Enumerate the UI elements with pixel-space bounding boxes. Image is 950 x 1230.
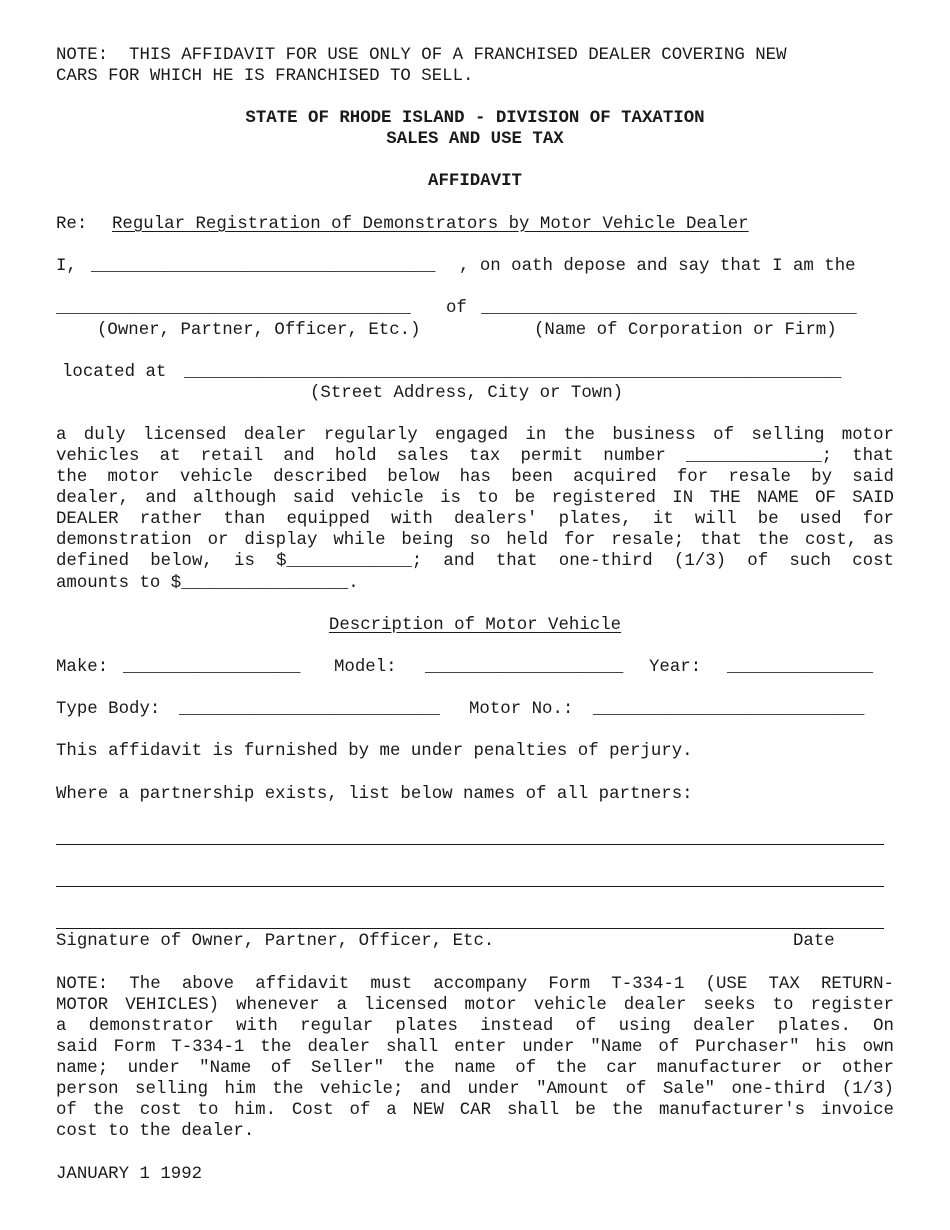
model-field[interactable]: ___________________: [425, 658, 624, 677]
partner-line-2[interactable]: [56, 886, 884, 887]
date-label: Date: [793, 932, 835, 951]
of-label: of: [446, 299, 467, 318]
name-field[interactable]: _________________________________: [91, 257, 436, 276]
year-field[interactable]: ______________: [727, 658, 874, 677]
address-caption: (Street Address, City or Town): [310, 384, 624, 403]
bottom-note-line-6: person selling him the vehicle; and under "Amount of Sale" one-third (1/3): [56, 1080, 894, 1099]
body-line-2: vehicles at retail and hold sales tax permit number _____________; that: [56, 447, 894, 466]
oath-suffix: , on oath depose and say that I am the: [459, 257, 856, 276]
top-note-line-2: CARS FOR WHICH HE IS FRANCHISED TO SELL.: [56, 67, 474, 86]
firm-caption: (Name of Corporation or Firm): [534, 321, 837, 340]
vehicle-heading: Description of Motor Vehicle: [328, 616, 622, 635]
body-line-8: amounts to $________________.: [56, 574, 359, 593]
bottom-note-line-7: of the cost to him. Cost of a NEW CAR shall be the manufacturer's invoice: [56, 1101, 894, 1120]
bottom-note-line-4: said Form T-334-1 the dealer shall enter under "Name of Purchaser" his own: [56, 1038, 894, 1057]
year-label: Year:: [649, 658, 702, 677]
bottom-note-line-8: cost to the dealer.: [56, 1122, 255, 1141]
re-label: Re:: [56, 215, 88, 234]
make-label: Make:: [56, 658, 109, 677]
partners-label: Where a partnership exists, list below names of all partners:: [56, 785, 693, 804]
motor-no-label: Motor No.:: [469, 700, 574, 719]
title-field[interactable]: __________________________________: [56, 299, 411, 318]
oath-prefix: I,: [56, 257, 77, 276]
firm-field[interactable]: ____________________________________: [481, 299, 857, 318]
title-caption: (Owner, Partner, Officer, Etc.): [97, 321, 421, 340]
body-line-5: DEALER rather than equipped with dealers' plates, it will be used for: [56, 510, 894, 529]
body-line-6: demonstration or display while being so held for resale; that the cost, as: [56, 531, 894, 550]
top-note-line-1: NOTE: THIS AFFIDAVIT FOR USE ONLY OF A FRANCHISED DEALER COVERING NEW: [56, 46, 787, 65]
perjury-statement: This affidavit is furnished by me under penalties of perjury.: [56, 742, 693, 761]
re-subject: Regular Registration of Demonstrators by Motor Vehicle Dealer: [112, 215, 749, 234]
address-field[interactable]: _______________________________________________________________: [184, 363, 842, 382]
body-line-4: dealer, and although said vehicle is to be registered IN THE NAME OF SAID: [56, 489, 894, 508]
body-line-3: the motor vehicle described below has been acquired for resale by said: [56, 468, 894, 487]
bottom-note-line-3: a demonstrator with regular plates instead of using dealer plates. On: [56, 1017, 894, 1036]
located-at-label: located at: [62, 363, 167, 382]
tax-heading: SALES AND USE TAX: [386, 130, 564, 149]
partner-line-1[interactable]: [56, 844, 884, 845]
bottom-note-line-2: MOTOR VEHICLES) whenever a licensed motor vehicle dealer seeks to register: [56, 996, 894, 1015]
body-line-1: a duly licensed dealer regularly engaged in the business of selling motor: [56, 426, 894, 445]
bottom-note-line-1: NOTE: The above affidavit must accompany Form T-334-1 (USE TAX RETURN-: [56, 975, 894, 994]
type-body-label: Type Body:: [56, 700, 161, 719]
signature-line[interactable]: [56, 928, 884, 929]
type-body-field[interactable]: _________________________: [179, 700, 440, 719]
make-field[interactable]: _________________: [123, 658, 301, 677]
model-label: Model:: [334, 658, 397, 677]
signature-label: Signature of Owner, Partner, Officer, Etc.: [56, 932, 495, 951]
body-line-7: defined below, is $____________; and that one-third (1/3) of such cost: [56, 552, 894, 571]
bottom-note-line-5: name; under "Name of Seller" the name of the car manufacturer or other: [56, 1059, 894, 1078]
affidavit-title: AFFIDAVIT: [428, 172, 522, 191]
agency-heading: STATE OF RHODE ISLAND - DIVISION OF TAXATION: [245, 109, 705, 128]
motor-no-field[interactable]: __________________________: [593, 700, 865, 719]
revision-date: JANUARY 1 1992: [56, 1165, 203, 1184]
